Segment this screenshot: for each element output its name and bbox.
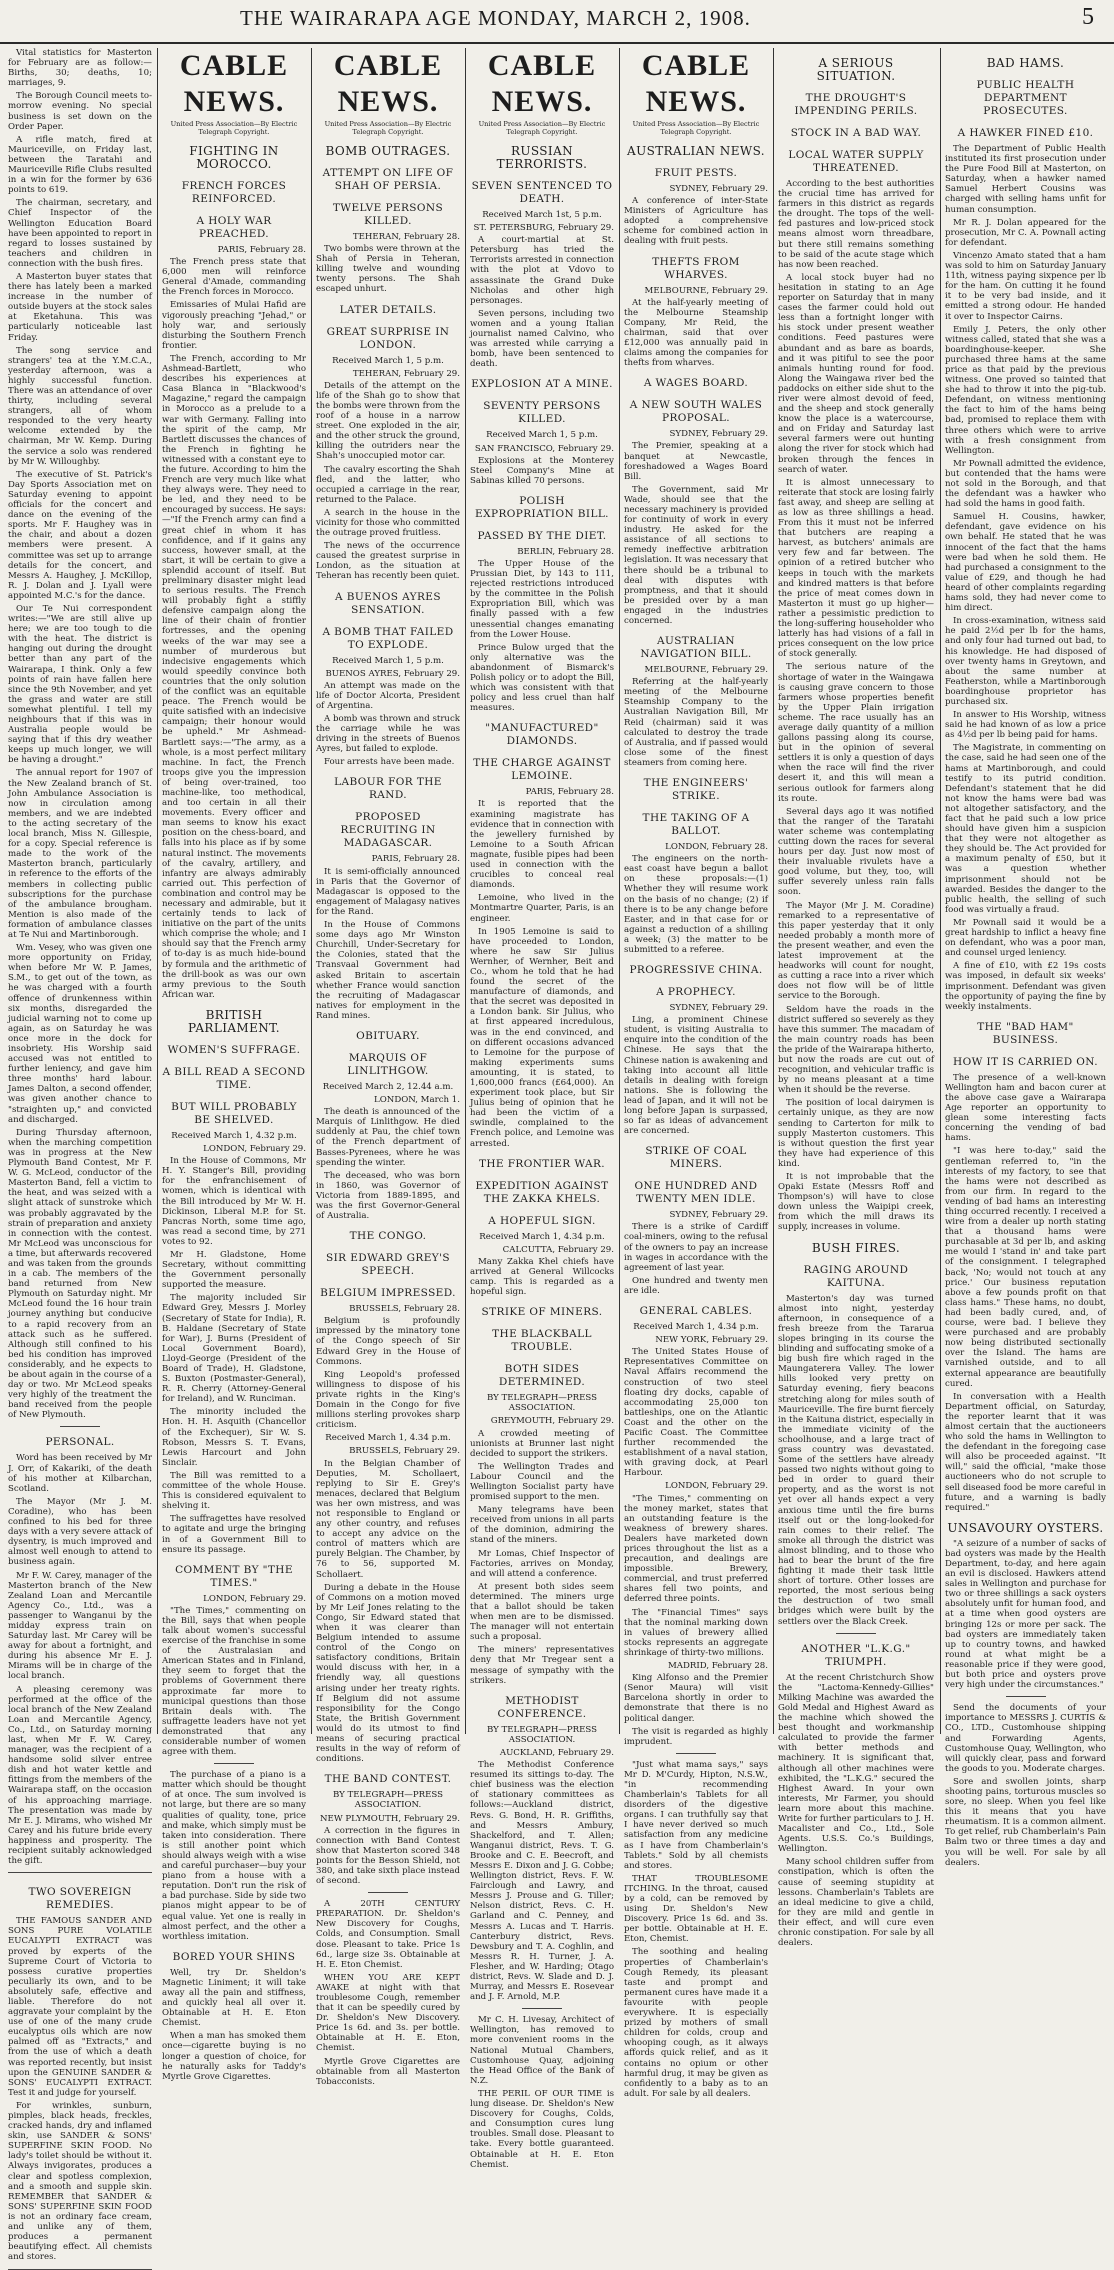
subheadline: THE CONGO. [349,1230,427,1243]
headline: BOMB OUTRAGES. [325,144,451,158]
paragraph: Samuel H. Cousins, hawker, defendant, gave evidence on his own behalf. He stated that he was innocent of the fact that the hams were bad when he sold them. He had purchased a consignment to the value of £29, and though he had heard of other complaints regarding hams sold, they had never come to him direct. [945,512,1106,614]
paragraph: Explosions at the Monterey Steel Company's Mine at Sabinas killed 70 persons. [470,455,614,486]
paragraph: Four arrests have been made. [324,757,455,768]
paragraph: The deceased, who was born in 1860, was Governor of Victoria from 1889-1895, and was the first Governor-General of Australia. [316,1170,460,1222]
divider [522,2008,562,2009]
dateline: NEW YORK, February 29. [655,1335,768,1346]
dateline: PARIS, February 28. [371,854,460,865]
headline: BRITISH PARLIAMENT. [187,1007,281,1035]
paragraph: The Magistrate, in commenting on the case, said he had seen one of the hams at Martinborough, and could testify to its putrid condition. Defendant's statement that he did not know the hams were bad was not altogether satisfactory, and the fact that he paid such a low price should have given him a suspicion that they were not altogether as they should be. The Act provided for a maximum penalty of £50, but it was a question whether imprisonment should not be awarded. Besides the danger to the public health, the selling of such food was virtually a fraud. [945,743,1106,915]
paragraph: According to the best authorities the crucial time has arrived for farmers in this district as regards the drought. The tops of the well-fed pastures and low-priced stock means almost worn threadbare, but there still remains something to be said of the acute stage which has now been reached. [778,179,934,270]
divider [368,1892,408,1893]
paragraph: The Methodist Conference resumed its sittings to-day. The chief business was the election of stationary committees as follows:—Auckland district, Revs. G. Bond, H. R. Griffiths, and Messrs Ambury, Shackelford, and T. Allen; Wanganui district, Revs. T. G. Brooke and C. E. Beecroft, and Messrs E. Dixon and J. G. Cobbe; Wellington district, Revs. F. W. Fairclough and Lawry, and Messrs J. Prouse and G. Tiller; Nelson district, Revs. C. H. Garland and C. Penney, and Messrs A. Lucas and T. Harris. Canterbury district, Revs. Dewsbury and T. A. Coghlin, and Messrs R. H. Turner, J. A. Flesher, and W. Harding; Otago district, Revs. W. Slade and D. J. Murray, and Messrs E. Rosevear and J. F. Arnold, M.P. [470,1760,614,2003]
divider [1006,1696,1046,1697]
paragraph: Lemoine, who lived in the Montmartre Quarter, Paris, is an engineer. [470,893,614,924]
cable-credit: United Press Association—By Electric Telegraph Copyright. [478,120,606,136]
paragraph: Emissaries of Mulai Hafid are vigorously preaching "Jehad," or holy war, and seriously disturbing the Southern French frontier. [162,300,306,351]
paragraph: The Upper House of the Prussian Diet, by 143 to 111, rejected restrictions introduced by the committee in the Polish Expropriation Bill, which was finally passed with a few unessential changes emanating from the Lower House. [470,558,614,640]
dateline: CALCUTTA, February 29. [502,1244,614,1255]
paragraph: At the half-yearly meeting of the Melbourne Steamship Company, Mr Reid, the chairman, said that over £12,000 was annually paid in claims among the companies for thefts from wharves. [624,297,768,369]
dateline: LONDON, February 29. [203,1144,306,1155]
headline: FIGHTING IN MOROCCO. [189,144,279,171]
subheadline: SIR EDWARD GREY'S SPEECH. [326,1252,450,1278]
subheadline: EXPLOSION AT A MINE. [471,378,613,391]
ad-heading: ANOTHER "L.K.G." TRIUMPH. [801,1642,911,1668]
subheadline: THE FRONTIER WAR. [478,1157,606,1170]
ad-text: Mr C. H. Livesay, Architect of Wellington, has removed to more convenient rooms in the National Mutual Chambers, Customhouse Quay, adjoining the Head Office of the Bank of N.Z. [470,2015,614,2086]
subheadline: STRIKE OF MINERS. [481,1306,603,1319]
section-heading-personal: PERSONAL. [45,1436,115,1449]
paragraph: Belgium is profoundly impressed by the minatory tone of the Congo speech of Sir Edward Grey in the House of Commons. [316,1316,460,1367]
dateline: LONDON, February 28. [665,842,768,853]
column-local-news [8,48,152,2263]
ad-text: THAT TROUBLESOME ITCHING. In the throat, caused by a cold, can be removed by using Dr. Sheldon's New Discovery. Price 1s 6d. and 3s. per bottle. Obtainable at H. E. Eton, Chemist. [624,1873,768,1945]
paragraph: The Mayor (Mr J. M. Coradine) remarked to a representative of this paper yesterday that it only needed probably a month more of the present weather, and even the latest improvement at the headworks will count for nought, as cutting a race into a river which does not flow will be of little service to the Borough. [778,900,934,1002]
headline: A SERIOUS SITUATION. [816,56,896,83]
dateline: AUCKLAND, February 29. [499,1747,614,1758]
dateline: NEW PLYMOUTH, February 29. [320,1813,460,1824]
cable-news-heading: CABLE NEWS. [333,49,443,118]
column-rule [619,48,620,1734]
paragraph: It is not improbable that the Opaki Estate (Messrs Roff and Thompson's) will have to close down unless the Waipipi creek, from which the mill draws its supply, increases in volume. [778,1172,934,1233]
headline: BAD HAMS. [986,56,1065,70]
dateline: SYDNEY, February 29. [669,429,768,440]
paragraph: A correction in the figures in connection with Band Contest show that Masterton scored 348 points for the Besson Shield, not 380, and take sixth place instead of second. [316,1825,460,1887]
received-line: Received March 1, 5 p.m. [332,655,444,666]
subheadline: A PROPHECY. [656,986,736,999]
subheadline: ATTEMPT ON LIFE OF SHAH OF PERSIA. [322,167,454,192]
subheadline: LOCAL WATER SUPPLY THREATENED. [788,149,924,174]
paragraph: It is semi-officially announced in Paris that the Governor of Madagascar is opposed to the engagement of Malagasy natives for the Rand. [316,866,460,917]
headline: RUSSIAN TERRORISTS. [496,144,588,171]
paragraph: Many Zakka Khel chiefs have arrived at General Willcocks camp. This is regarded as a hopeful sign. [470,1256,614,1298]
dateline: SYDNEY, February 29. [669,1003,768,1014]
cable-news-heading: CABLE NEWS. [641,49,751,118]
paragraph: In 1905 Lemoine is said to have proceeded to London, where he saw Sir Julius Wernher, of Wernher, Beit and Co., whom he told that he had found the secret of the manufacture of diamonds, and that the secret was deposited in a London bank. Sir Julius, who at first appeared incredulous, was in the end convinced, and on different occasions advanced to Lemoine for the purpose of making experiments sums amounting, it is stated, to 1,600,000 francs (£64,000). An experiment took place, but Sir Julius being of opinion that he had been the victim of a swindle, complained to the French police, and Lemoine was arrested. [470,926,614,1149]
subheadline: BUT WILL PROBABLY BE SHELVED. [171,1100,297,1126]
paragraph: An attempt was made on the life of Doctor Alcorta, President of Argentina. [316,680,460,711]
dateline: BERLIN, February 28. [517,546,614,557]
advertisement [8,1872,152,2270]
paragraph: Vital statistics for Masterton for February are as follow:—Births, 30; deaths, 10; marriages, 9. [8,48,152,89]
paragraph: There is a strike of Cardiff coal-miners, owing to the refusal of the owners to pay an increase in wages in accordance with the agreement of last year. [624,1222,768,1273]
subheadline: LABOUR FOR THE RAND. [334,776,442,802]
paragraph: One hundred and twenty men are idle. [624,1275,768,1296]
paragraph: During a debate in the House of Commons on a motion moved by Mr Leif Jones relating to the Congo, Sir Edward stated that when it was clearer than Belgium intended to assume control of the Congo on satisfactory conditions, Britain would discuss with her, in a friendly way, all questions arising under her treaty rights. If Belgium did not assume responsibility for the Congo State, the British Government would do its utmost to find means of securing practical results in the way of reform of conditions. [316,1582,460,1765]
subheadline: POLISH EXPROPRIATION BILL. [475,494,609,520]
column-rule [311,48,312,1734]
ad-text: "Just what mama says," says Mr D. M'Curdy, Hipton, N.S.W., "in recommending Chamberlain's Tablets for all disorders of the digestive organs. I can truthfully say that I have never derived so much satisfaction from any medicine as I have from Chamberlain's Tablets." Sold by all chemists and stores. [624,1759,768,1871]
subheadline: A BOMB THAT FAILED TO EXPLODE. [322,625,454,651]
received-line: Received March 1, 5 p.m. [332,355,444,366]
ad-heading: TWO SOVEREIGN REMEDIES. [28,1886,132,1912]
divider [214,1763,254,1764]
paragraph: "A seizure of a number of sacks of bad oysters was made by the Health Department, to-day, and here again an evil is disclosed. Hawkers attend sales in Wellington and purchase for two or three shillings a sack oysters absolutely unfit for human food, and at a time when good oysters are bringing 12s or more per sack. The bad oysters are immediately taken up to country towns, and hawked round at what might be a reasonable price if they were good, but both price and oysters prove very high under the circumstances." [945,1538,1106,1691]
paragraph: Word has been received by Mr J. Orr, of Kakariki, of the death of his mother at Kilbarchan, Scotland. [8,1453,152,1494]
subheadline: SEVENTY PERSONS KILLED. [483,400,601,426]
paragraph: The death is announced of the Marquis of Linlithgow. He died suddenly at Pau, the chief town of the French department of Basses-Pyrenees, where he was spending the winter. [316,1107,460,1168]
received-line: Received March 1, 5 p.m. [486,430,598,441]
received-line: Received March 1, 4.34 p.m. [325,1433,451,1444]
subheadline: AUSTRALIAN NAVIGATION BILL. [640,635,752,661]
headline: BUSH FIRES. [811,1240,901,1255]
newspaper-title: THE WAIRARAPA AGE MONDAY, MARCH 2, 1908. [240,6,751,30]
subheadline: TWELVE PERSONS KILLED. [332,202,444,227]
paragraph: Ling, a prominent Chinese student, is visiting Australia to enquire into the condition of the Chinese. He says that the Chinese nation is awakening and taking into account all little details in dealing with foreign nations. She is following the lead of Japan, and it will not be long before Japan is surpassed, so far as ideas of advancement are concerned. [624,1015,769,1137]
paragraph: It is almost unnecessary to reiterate that stock are losing fairly fast away, and sheep are selling at as low as three shillings a head. From this it must not be inferred that butchers are reaping a harvest, as butchers' animals are very few and far between. The opinion of a retired butcher who keeps in touch with the markets and kindred matters is that before the price of meat comes down in Masterton it must go up higher—rather a pessimistic prediction to the long-suffering householder who latterly has had visions of a fall in prices consequent on the low price of stock generally. [778,477,934,660]
subheadline: A WAGES BOARD. [643,377,749,390]
paragraph: Our Te Nui correspondent writes:—"We are still alive up here; we are too tough to die with the heat. The district is hanging out during the drought better than any part of the Wairarapa, I think. Only a few points of rain have fallen here since the 9th November, and yet the grass and water are still somewhat plentiful. I tell my neighbours that if this was in Australia people would be saying that if this dry weather keeps up much longer, we will be having a drought." [8,603,152,766]
paragraph: Seldom have the roads in the district suffered so severely as they have this summer. The macadam of the main country roads has been the pride of the Wairarapa hitherto, but now the roads are cut out of recognition, and vehicular traffic is by no means pleasant at a time when it should be the reverse. [778,1004,934,1096]
paragraph: The French press state that 6,000 men will reinforce General d'Amade, commanding the French forces in Morocco. [162,257,306,298]
paragraph: A court-martial at St. Petersburg has tried the Terrorists arrested in connection with the plot at Vdovo to assassinate the Grand Duke Nicholas and other high personages. [470,235,614,306]
paragraph: Mr Pownall admitted the evidence, but contended that the hams were not sold in the Borough, and that the defendant was a hawker who had sold the hams in good faith. [945,458,1106,510]
column-rule [773,48,774,1734]
subheadline: HOW IT IS CARRIED ON. [953,1055,1098,1068]
paragraph: The miners' representatives deny that Mr Tregear sent a message of sympathy with the strikers. [470,1645,614,1686]
paragraph: Details of the attempt on the life of the Shah go to show that the bombs were thrown from the roof of a house in a narrow street. One exploded in the air, and the other struck the ground, killing the outriders near the Shah's unoccupied motor car. [316,380,460,462]
paragraph: A rifle match, fired at Mauriceville, on Friday last, between the Taratahi and Mauriceville Rifle Clubs resulted in a win for the former by 636 points to 619. [8,134,152,196]
paragraph: The cavalry escorting the Shah fled, and the latter, who occupied a carriage in the rear, returned to the Palace. [316,464,460,505]
subheadline: THE DROUGHT'S IMPENDING PERILS. [794,92,918,117]
subheadline: PROPOSED RECRUITING IN MADAGASCAR. [340,811,436,850]
credit-line: BY TELEGRAPH—PRESS ASSOCIATION. [332,1790,444,1811]
received-line: Received March 1, 4.34 p.m. [633,1322,759,1333]
paragraph: Masterton's day was turned almost into night, yesterday afternoon, in consequence of a fresh breeze from the Tararua slopes bringing in its course the blinding and suffocating smoke of a big bush fire which raged in the Maungaterera Valley. The lower hills looked very pretty on Saturday evening, fiery beacons stretching along for miles south of Mauriceville. The fire burnt fiercely in the Kaituna district, especially in the immediate vicinity of the schoolhouse, and a large tract of grass country was devastated. Some of the settlers have already passed two nights without going to bed in order to guard their property, and as the worst is not yet over all hands expect a very anxious time until the fire burns itself out or the long-looked-for rain comes to their relief. The smoke all through the district was almost blinding, and to those who had to bear the brunt of the fire fighting it made their task little short of torture. Other losses are reported, the most serious being the destruction of two small bridges which were built by the settlers over the Black Creek. [778,1293,934,1627]
subheadline: COMMENT BY "THE TIMES." [175,1563,293,1589]
subheadline: PASSED BY THE DIET. [477,529,607,542]
cable-credit: United Press Association—By Electric Telegraph Copyright. [324,120,452,136]
subheadline: THE BLACKBALL TROUBLE. [492,1328,592,1354]
paragraph: The French, according to Mr Ashmead-Bartlett, who describes his experiences at Casa Blanca in "Blackwood's Magazine," regard the campaign in Morocco as a prelude to a war with Germany. Falling into the spirit of the camp, Mr Bartlett discusses the chances of the French in fighting he witnessed with a constant eye to the future. According to him the French are very much like what they always were. They need to be led, and they need to be encouraged by success. He says:—"If the French army can find a great chief in whom it has confidence, and if it gains any success, however small, at the start, it will be certain to give a splendid account of itself. But preliminary disaster might lead to serious results. The French will probably fight a stiffly defensive campaign along the line of their chain of frontier fortresses, and the opening weeks of the war may see a number of murderous but indecisive engagements which would speedily convince both countries that the only solution of the conflict was an equitable peace. The French would be quite satisfied with an indecisive campaign; their honour would be upheld." Mr Ashmead-Bartlett says:—"The army, as a whole, is a most perfect military machine. In fact, the French troops give you the impression of being over-trained, too machine-like, too methodical, and too certain in all their movements. Every officer and man seems to know his exact position on the chess-board, and falls into his place as if by some natural instinct. The movements of the cavalry, artillery, and infantry are always admirably carried out. This perfection of combination and control may be necessary and admirable, but it certainly tends to lack of initiative on the part of the units which comprise the whole; and I should say that the French army of to-day is as much hide-bound by formula and the arithmetic of the drill-book as was our own army previous to the South African war. [162,353,306,1000]
ad-text: At the recent Christchurch Show the "Lactoma-Kennedy-Gillies" Milking Machine was awarded the Gold Medal and Highest Award as the machine which showed the best thought and workmanship calculated to provide the farmer with better methods and machinery. It is significant that, although all other machines were exhibited, the "L.K.G." secured the Highest Award. In your own interests, Mr Farmer, you should learn more about this machine. Write for further particulars to J. H. Macalister and Co., Ltd., Sole Agents. U.S.S. Co.'s Buildings, Wellington. [778,1672,934,1855]
paragraph: In the Belgian Chamber of Deputies, M. Schollaert, replying to Sir E. Grey's menaces, declared that Belgium was her own mistress, and was not responsible to England or any other country, and refuses to accept any advice on the control of matters which are purely Belgian. The Chamber, by 76 to 56, supported M. Schollaert. [316,1458,460,1580]
dateline: GREYMOUTH, February 29. [490,1416,614,1427]
subheadline: EXPEDITION AGAINST THE ZAKKA KHELS. [475,1179,609,1205]
paragraph: Mr Lomas, Chief Inspector of Factories, arrives on Monday, and will attend a conference. [470,1548,614,1579]
subheadline: MARQUIS OF LINLITHGOW. [347,1051,429,1077]
paragraph: The Premier, speaking at a banquet at Newcastle, foreshadowed a Wages Board Bill. [624,441,768,482]
paragraph: "The Times," commenting on the Bill, says that when people talk about women's successful exercise of the franchise in some of the Australasian and American States and in Finland, they seem to forget that the problems of Government there approximate far more to municipal questions than those Britain deals with. The suffragette leaders have not yet demonstrated that any considerable number of women agree with them. [162,1605,306,1758]
paragraph: A bomb was thrown and struck the carriage while he was driving in the streets of Buenos Ayres, but failed to explode. [316,714,460,755]
ad-heading: BORED YOUR SHINS [172,1950,296,1963]
paragraph: The annual report for 1907 of the New Zealand branch of St. John Ambulance Association is now in circulation among members, and we are indebted to the acting secretary of the local branch, Miss N. Gillespie, for a copy. Special reference is made to the work of the Masterton branch, particularly in reference to the efforts of the members in collecting public subscriptions for the purchase of the ambulance brougham. Mention is also made of the formation of ambulance classes at Te Nui and Martinborough. [8,768,152,940]
ad-text: The purchase of a piano is a matter which should be thought of at once. The sum involved is not large, but there are so many qualities of quality, tone, price and make, which simply must be taken into consideration. There is still another point which should always weigh with a wise and careful purchaser—buy your piano from a house with a reputation. Don't run the risk of a bad purchase. Side by side two pianos might appear to be of equal value. Yet one is really in almost perfect, and the other a worthless imitation. [162,1770,306,1942]
paragraph: The song service and strangers' tea at the Y.M.C.A., yesterday afternoon, was a highly successful function. There was an attendance of over thirty, including several strangers, all of whom responded to the very hearty welcome extended by the chairman, Mr W. Kemp. During the service a solo was rendered by Mr W. Willoughby. [8,345,152,467]
divider [676,1753,716,1754]
paragraph: Mr H. Gladstone, Home Secretary, without committing the Government personally supported the measure. [162,1249,306,1291]
ad-text: Send the documents of your importance to MESSRS J. CURTIS & CO., LTD., Customhouse shipping and Forwarding Agents, Customhouse Quay, Wellington, who will quickly clear, pass and forward the goods to you. Moderate charges. [945,1703,1106,1774]
ad-text: THE PERIL OF OUR TIME is lung disease. Dr. Sheldon's New Discovery for Coughs, Colds, and Consumption cures lung troubles. Small dose. Pleasant to take. Every bottle guaranteed. Obtainable at H. E. Eton Chemist. [470,2088,614,2170]
paragraph: The Borough Council meets to-morrow evening. No special business is set down on the Order Paper. [8,91,152,132]
paragraph: "I was here to-day," said the gentleman referred to, "in the interests of my factory, to see that the hams were not described as from our firm. In regard to the vending of bad hams an interesting thing occurred recently. I received a wire from a dealer up north stating that a thousand hams were purchasable at 3d per lb, and asking me would I 'stand in' and take part of the consignment. I telegraphed back, 'No; would not touch at any price.' Our business reputation above a few pounds profit on that class hams." These hams, no doubt, had been badly cured, and, of course, were bad. I believe they were purchased and are probably now being distributed sectionally over the Island. The hams are varnished outside, and to all external appearance are beautifully cured. [945,1146,1106,1389]
paragraph: The "Financial Times" says that the nominal marking down in values of brewery allied stocks represents an aggregate shrinkage of thirty-two millions. [624,1607,768,1658]
subheadline: LATER DETAILS. [339,303,437,316]
ad-text: For wrinkles, sunburn, pimples, black heads, freckles, cracked hands, dry and inflamed skin, use SANDER & SONS' SUPERFINE SKIN FOOD. No lady's toilet should be without it. Always invigorates, produces a clear and spotless complexion, and a smooth and supple skin. REMEMBER that SANDER & SONS' SUPERFINE SKIN FOOD is not an ordinary face cream, and unlike any of them, produces a permanent beautifying effect. All chemists and stores. [8,2100,152,2263]
dateline: MADRID, February 28. [667,1661,768,1672]
dateline: LONDON, February 29. [665,1481,768,1492]
paragraph: Mr Pownall said it would be a great hardship to inflict a heavy fine on defendant, who was a poor man, and counsel urged leniency. [945,917,1106,959]
paragraph: The news of the occurrence caused the greatest surprise in London, as the situation at Teheran has recently been quiet. [316,541,460,582]
column-bad-hams [945,48,1106,1868]
paragraph: Emily J. Peters, the only other witness called, stated that she was a boardinghouse-keeper. She purchased three hams at the same price as that paid by the previous witness. One proved so tainted that she had to throw it into the pig-tub. Defendant, on witness mentioning the fact to him of the hams being bad, promised to replace them with three others which were to arrive with a fresh consignment from Wellington. [945,324,1106,456]
dateline: BRUSSELS, February 28. [349,1304,460,1315]
paragraph: In the House of Commons some days ago Mr Winston Churchill, Under-Secretary for the Colonies, stated that the Transvaal Government had asked Britain to ascertain whether France would sanction the recruiting of Madagascar natives for employment in the Rand mines. [316,920,460,1021]
paragraph: The majority included Sir Edward Grey, Messrs J. Morley (Secretary of State for India), R. B. Haldane (Secretary of State for War), J. Burns (President of Local Government Board), Lloyd-George (President of the Board of Trade), H. Gladstone, S. Buxton (Postmaster-General), R. R. Cherry (Attorney-General for Ireland), and W. Runciman. [162,1293,306,1405]
paragraph: The minority included the Hon. H. H. Asquith (Chancellor of the Exchequer), Sir W. S. Robson, Messrs S. T. Evans, Lewis Harcourt and John Sinclair. [162,1407,306,1468]
subheadline: OBITUARY. [356,1029,420,1042]
column-cable-news-4 [624,48,769,2099]
subheadline: FRENCH FORCES REINFORCED. [181,180,287,205]
subheadline: RAGING AROUND KAITUNA. [803,1263,909,1289]
dateline: ST. PETERSBURG, February 29. [473,223,614,234]
divider [60,1426,100,1427]
paragraph: The chairman, secretary, and Chief Inspector of the Wellington Education Board have been appointed to report in regard to losses sustained by teachers and children in connection with the bush fires. [8,198,152,269]
paragraph: The Mayor (Mr J. M. Coradine), who has been confined to his bed for three days with a very severe attack of dysentry, is much improved and almost well enough to attend to business again. [8,1496,152,1568]
paragraph: A pleasing ceremony was performed at the office of the local branch of the New Zealand Loan and Mercantile Agency, Co., Ltd., on Saturday morning last, when Mr F. W. Carey, manager, was the recipient of a handsome solid silver entree dish and hot water kettle and fittings from the members of the Wairarapa staff, on the occasion of his approaching marriage. The presentation was made by Mr E. J. Mirams, who wished Mr Carey and his future bride every happiness and prosperity. The recipient suitably acknowledged the gift. [8,1684,152,1867]
subheadline: STOCK IN A BAD WAY. [790,127,922,139]
column-rule [940,48,941,1734]
column-cable-news-3 [470,48,614,2170]
paragraph: Prince Bulow urged that the only alternative was the abandonment of Bismarck's Polish policy or to adopt the Bill, which was consistent with that policy and less cruel than half measures. [470,642,614,714]
subheadline: SEVEN SENTENCED TO DEATH. [471,180,613,205]
cable-news-heading: CABLE NEWS. [487,49,597,118]
subheadline: GREAT SURPRISE IN LONDON. [326,325,450,351]
subheadline: A BILL READ A SECOND TIME. [162,1065,306,1091]
subheadline: ONE HUNDRED AND TWENTY MEN IDLE. [634,1180,758,1206]
dateline: TEHERAN, February 28. [352,232,460,242]
ad-text: The soothing and healing properties of Chamberlain's Cough Remedy, its pleasant taste and prompt and permanent cures have made it a favourite with people everywhere. It is especially prized by mothers of small children for colds, croup and whooping cough, as it always affords quick relief, and as it contains no opium or other harmful drug, it may be given as confidently to a baby as to an adult. For sale by all dealers. [624,1947,768,2099]
subheadline: WOMEN'S SUFFRAGE. [167,1043,301,1056]
paragraph: A search in the house in the vicinity for those who committed the outrage proved fruitless. [316,507,460,539]
ad-text: Many school children suffer from constipation, which is often the cause of seeming stupidity at lessons. Chamberlain's Tablets are an ideal medicine to give a child, for they are mild and gentle in their effect, and will cure even chronic constipation. For sale by all dealers. [778,1857,934,1949]
paragraph: Vincenzo Amato stated that a ham was sold to him on Saturday January 11th, witness paying sixpence per lb for the ham. On cutting it he found it to be very bad inside, and it emitted a strong odour. He handed it over to Inspector Cairns. [945,250,1106,322]
paragraph: The serious nature of the shortage of water in the Waingawa is causing grave concern to those farmers whose properties benefit by the Upper Plain irrigation scheme. The race usually has an average daily quantity of a million gallons passing along its course, but in the opinion of several settlers it is only a question of days when the race will find the river desert it, and this will mean a serious outlook for farmers along its route. [778,662,934,804]
paragraph: The United States House of Representatives Committee on Naval Affairs recommend the construction of two steel floating dry docks, capable of accommodating 25,000 ton battleships, one on the Atlantic Coast and the other on the Pacific Coast. The Committee further recommended the establishment of a naval station, with graving dock, at Pearl Harbour. [624,1347,768,1479]
cable-news-heading: CABLE NEWS. [179,49,289,118]
ad-text: Sore and swollen joints, sharp shooting pains, torturous muscles so sore, no sleep. When you feel like this it means that you have rheumatism. It is a common ailment. To get relief, rub Chamberlain's Pain Balm two or three times a day and you will be well. For sale by all dealers. [945,1776,1106,1868]
paragraph: Wm. Vesey, who was given one more opportunity on Friday, when before Mr W. P. James, S.M., to get out of the town, as he was charged with a fourth offence of drunkenness within six months, disregarded the judicial warning not to come up again, as on Saturday he was once more in the dock for insobriety. His Worship said accused was not entitled to further leniency, and gave him three months' hard labour. James Dalton, a second offender, was given another chance to "straighten up," and convicted and discharged. [8,943,152,1125]
paragraph: In answer to His Worship, witness said he had known of as low a price as 4½d per lb being paid for hams. [945,710,1106,741]
paragraph: The Government, said Mr Wade, should see that the necessary machinery is provided for continuity of work in every industry. He asked for the assistance of all sections to remedy ineffective arbitration legislation. It was necessary that there should be a tribunal to deal with disputes with promptness, and that it should be presided over by a man engaged in the industries concerned. [624,484,768,626]
masthead [0,0,1114,44]
ad-text: THE FAMOUS SANDER AND SONS PURE VOLATILE EUCALYPTI EXTRACT was proved by experts of the Supreme Court of Victoria to possess curative properties peculiarly its own, and to be absolutely safe, effective and liable. Therefore do not aggravate your complaint by the use of one of the many crude eucalyptus oils which are now palmed off as "Extracts," and from the use of which a death was reported recently, but insist upon the GENUINE SANDER & SONS' EUCALYPTI EXTRACT. Test it and judge for yourself. [8,1916,152,2098]
subheadline: BOTH SIDES DETERMINED. [498,1363,586,1389]
paragraph: King Leopold's professed willingness to dispose of his private rights in the King's Domain in the Congo for five millions sterling provokes sharp criticism. [316,1369,460,1431]
column-cable-news-2 [316,48,460,2087]
dateline: MELBOURNE, February 29. [644,285,768,296]
divider [836,1633,876,1634]
ad-text: Myrtle Grove Cigarettes are obtainable from all Masterton Tobacconists. [316,2056,460,2087]
ad-text: When a man has smoked them once—cigarette buying is no longer a question of choice, for he naturally asks for Taddy's Myrtle Grove Cigarettes. [162,2031,306,2082]
paragraph: Several days ago it was notified that the ranger of the Taratahi water scheme was contemplating cutting down the races for several hours per day. Just now most of their invaluable rivulets have a good volume, but they, too, will suffer severely unless rain falls soon. [778,806,934,898]
received-line: Received March 1, 4.34 p.m. [479,1231,605,1242]
paragraph: The position of local dairymen is certainly unique, as they are now sending to Carterton for milk to supply Masterton customers. This is without question the first year they have had experience of this kind. [778,1098,934,1169]
paragraph: In cross-examination, witness said he paid 2½d per lb for the hams, and only four had turned out bad, to his knowledge. He had disposed of over twenty hams in Greytown, and about the same number at Featherston, while a Martinborough boardinghouse proprietor has purchased six. [945,616,1106,707]
dateline: TEHERAN, February 29. [352,368,460,379]
paragraph: The visit is regarded as highly imprudent. [624,1726,768,1747]
headline: AUSTRALIAN NEWS. [627,144,765,158]
column-cable-news-1 [162,48,306,2082]
paragraph: In the House of Commons, Mr H. Y. Stanger's Bill, providing for the enfranchisement of women, which is identical with the Bill introduced by Mr W. H. Dickinson, Liberal M.P. for St. Pancras North, some time ago, was read a second time, by 271 votes to 92. [162,1156,306,1247]
credit-line: BY TELEGRAPH—PRESS ASSOCIATION. [486,1724,598,1745]
subheadline: A HOPEFUL SIGN. [488,1214,596,1227]
subheadline: BELGIUM IMPRESSED. [320,1287,456,1300]
subheadline: PROGRESSIVE CHINA. [629,964,763,977]
cable-credit: United Press Association—By Electric Telegraph Copyright. [170,120,298,136]
dateline: SAN FRANCISCO, February 29. [474,443,614,454]
paragraph: The presence of a well-known Wellington ham and bacon curer at the above case gave a Wairarapa Age reporter an opportunity to glean some interesting facts concerning the vending of bad hams. [945,1072,1106,1144]
subheadline: THE BAND CONTEST. [324,1773,452,1786]
dateline: LONDON, February 29. [203,1593,306,1604]
ad-text: WHEN YOU ARE KEPT AWAKE at night with that troublesome Cough, remember that it can be speedily cured by Dr. Sheldon's New Discovery. Price 1s 6d. and 3s. per bottle. Obtainable at H. E. Eton, Chemist. [316,1972,460,2054]
paragraph: Mr F. W. Carey, manager of the Masterton branch of the New Zealand Loan and Mercantile Agency Co., Ltd., was a passenger to Wanganui by the midday express train on Saturday last. Mr Carey will be away for about a fortnight, and during his absence Mr E. J. Mirams will be in charge of the local branch. [8,1570,152,1682]
subheadline: THE CHARGE AGAINST LEMOINE. [473,757,611,783]
dateline: MELBOURNE, February 29. [644,665,768,676]
dateline: PARIS, February 28. [217,245,306,255]
credit-line: BY TELEGRAPH—PRESS ASSOCIATION. [486,1393,598,1414]
paragraph: A local stock buyer had no hesitation in stating to an Age reporter on Saturday that in many cases the farmer could hold out less than a fortnight longer with his stock under present weather conditions. Feed pastures were abundant and as bare as boards, and it was pitiful to see the poor animals hunting round for food. Along the Waingawa river bed the paddocks on either side shut to the river were almost devoid of feed, and the sheep and stock generally know the place is a watercourse, and on Friday and Saturday last several farmers were out hunting along the river for stock which had broken through the fences in search of water. [778,272,934,475]
paragraph: In conversation with a Health Department official, on Saturday, the reporter learnt that it was almost certain that the auctioneers who sold the hams in Wellington to the defendant in the foregoing case will also be proceeded against. "It will," said the official, "make those auctioneers who do not scruple to sell diseased food be more careful in future, and a warning is badly required." [945,1391,1106,1513]
paragraph: It is reported that the examining magistrate has evidence that in connection with the jewellery furnished by Lemoine to a South African magnate, fusible pipes had been used in connection with the crucibles to conceal real diamonds. [470,799,614,891]
column-rule [465,48,466,1734]
paragraph: A conference of inter-State Ministers of Agriculture has adopted a comprehensive scheme for combined action in dealing with fruit pests. [624,196,768,247]
received-line: Received March 1st, 5 p.m. [482,210,602,220]
subheadline: FRUIT PESTS. [654,167,738,179]
dateline: SYDNEY, February 29. [669,184,768,194]
subheadline: PUBLIC HEALTH DEPARTMENT PROSECUTES. [976,79,1075,117]
paragraph: Mr R. J. Dolan appeared for the prosecution, Mr C. A. Pownall acting for defendant. [945,217,1106,248]
subheadline: GENERAL CABLES. [639,1305,753,1318]
column-drought [778,48,934,1949]
dateline: SYDNEY, February 29. [669,1210,768,1221]
paragraph: At present both sides seem determined. The miners urge that a ballot should be taken when men are to be dismissed. The manager will not entertain such a proposal. [470,1581,614,1643]
subheadline: "MANUFACTURED" DIAMONDS. [485,722,599,748]
paragraph: The executive of St. Patrick's Day Sports Association met on Saturday evening to appoint officials for the concert and dance on the evening of the sports. Mr F. Haughey was in the chair, and about a dozen members were present. A committee was set up to arrange details for the concert, and Messrs A. Haughey, J. McKillop, R. J. Dolan and J. Lyall were appointed M.C.'s for the dance. [8,469,152,601]
ad-text: Well, try Dr. Sheldon's Magnetic Liniment; it will take away all the pain and stiffness, and quickly heal all over it. Obtainable at H. E. Eton Chemist. [162,1967,306,2029]
paragraph: During Thursday afternoon, when the marching competition was in progress at the New Plymouth Band Contest, Mr F. W. G. McLeod, conductor of the Masterton Band, fell a victim to the heat, and was seized with a slight attack of sunstroke which was probably aggravated by the strain of preparation and anxiety in connection with the contest. Mr McLeod was unconscious for a time, but afterwards recovered and was taken from the grounds in a cab. The members of the band returned from New Plymouth on Saturday night. Mr McLeod found the 16 hour train journey anything but conducive to a rapid recovery from an attack such as he suffered. Although still confined to his bed his condition has improved considerably, and he expects to be about again in the course of a day or two. Mr McLeod speaks very highly of the treatment the band received from the people of New Plymouth. [8,1127,152,1421]
ad-text: A 20TH CENTURY PREPARATION. Dr. Sheldon's New Discovery for Coughs, Colds, and Consumption. Small dose. Pleasant to take. Price 1s 6d., large size 3s. Obtainable at H. E. Eton Chemist. [316,1899,460,1970]
dateline: PARIS, February 28. [525,787,614,798]
paragraph: Many telegrams have been received from unions in all parts of the dominion, admiring the stand of the miners. [470,1505,614,1546]
received-line: Received March 2, 12.44 a.m. [322,1081,454,1092]
dateline: BRUSSELS, February 29. [349,1446,460,1457]
dateline: LONDON, March 1. [374,1095,460,1106]
paragraph: The engineers on the north-east coast have begun a ballot on these proposals:—(1) Whether they will resume work on the basis of no change; (2) if there is to be any change before Easter, and in that case for or against a reduction of a shilling a week; (3) the matter to be submitted to a referee. [624,854,768,955]
paragraph: The Bill was remitted to a committee of the whole House. This is considered equivalent to shelving it. [162,1470,306,1512]
paragraph: The Wellington Trades and Labour Council and the Wellington Socialist party have promised support to the men. [470,1461,614,1503]
cable-credit: United Press Association—By Electric Telegraph Copyright. [632,120,760,136]
paragraph: The Department of Public Health instituted its first prosecution under the Pure Food Bill at Masterton, on Saturday, when a hawker named Samuel Herbert Cousins was charged with selling hams unfit for human consumption. [945,144,1106,215]
subheadline: THE TAKING OF A BALLOT. [642,812,750,838]
paragraph: A fine of £10, with £2 19s costs was imposed, in default six weeks' imprisonment. Defendant was given the opportunity of paying the fine by weekly instalments. [945,961,1106,1012]
subheadline: METHODIST CONFERENCE. [497,1694,587,1720]
subheadline: A HOLY WAR PREACHED. [196,215,272,240]
paragraph: Referring at the half-yearly meeting of the Melbourne Steamship Company to the Australian Navigation Bill, Mr Reid (chairman) said it was calculated to destroy the trade of Australia, and if passed would close some of the finest steamers from coming here. [624,677,768,768]
paragraph: Two bombs were thrown at the Shah of Persia in Teheran, killing twelve and wounding twenty persons. The Shah escaped unhurt. [316,244,460,295]
subheadline: THE "BAD HAM" BUSINESS. [977,1020,1074,1046]
subheadline: A HAWKER FINED £10. [957,127,1094,139]
subheadline: STRIKE OF COAL MINERS. [645,1145,747,1171]
subheadline: A NEW SOUTH WALES PROPOSAL. [629,399,763,425]
column-rule [157,48,158,1734]
paragraph: "The Times," commenting on the money market, states that an outstanding feature is the weakness of brewery shares. Dealers have marketed down prices throughout the list as a precaution, and dealings are impossible. Brewery, commercial, and trust preferred shares fell two points, and deferred three points. [624,1493,768,1605]
paragraph: A Masterton buyer states that there has lately been a marked increase in the number of outside buyers at the stock sales at Eketahuna. This was particularly noticeable last Friday. [8,271,152,343]
received-line: Received March 1, 4.32 p.m. [171,1130,297,1141]
paragraph: Seven persons, including two women and a young Italian journalist named Calvino, who was arrested while carrying a bomb, have been sentenced to death. [470,308,614,370]
subheadline: THEFTS FROM WHARVES. [652,255,740,281]
paragraph: A crowded meeting of unionists at Brunner last night decided to support the strikers. [470,1428,614,1459]
paragraph: The suffragettes have resolved to agitate and urge the bringing in of a Government Bill to ensure its passage. [162,1514,306,1555]
paragraph: King Alfonso and the Premier (Senor Maura) will visit Barcelona shortly in order to demonstrate that there is no political danger. [624,1673,768,1724]
page-number: 5 [1082,4,1094,30]
subheadline: A BUENOS AYRES SENSATION. [335,590,441,616]
headline: UNSAVOURY OYSTERS. [947,1520,1104,1535]
subheadline: THE ENGINEERS' STRIKE. [643,777,749,803]
dateline: BUENOS AYRES, February 29. [325,668,460,679]
